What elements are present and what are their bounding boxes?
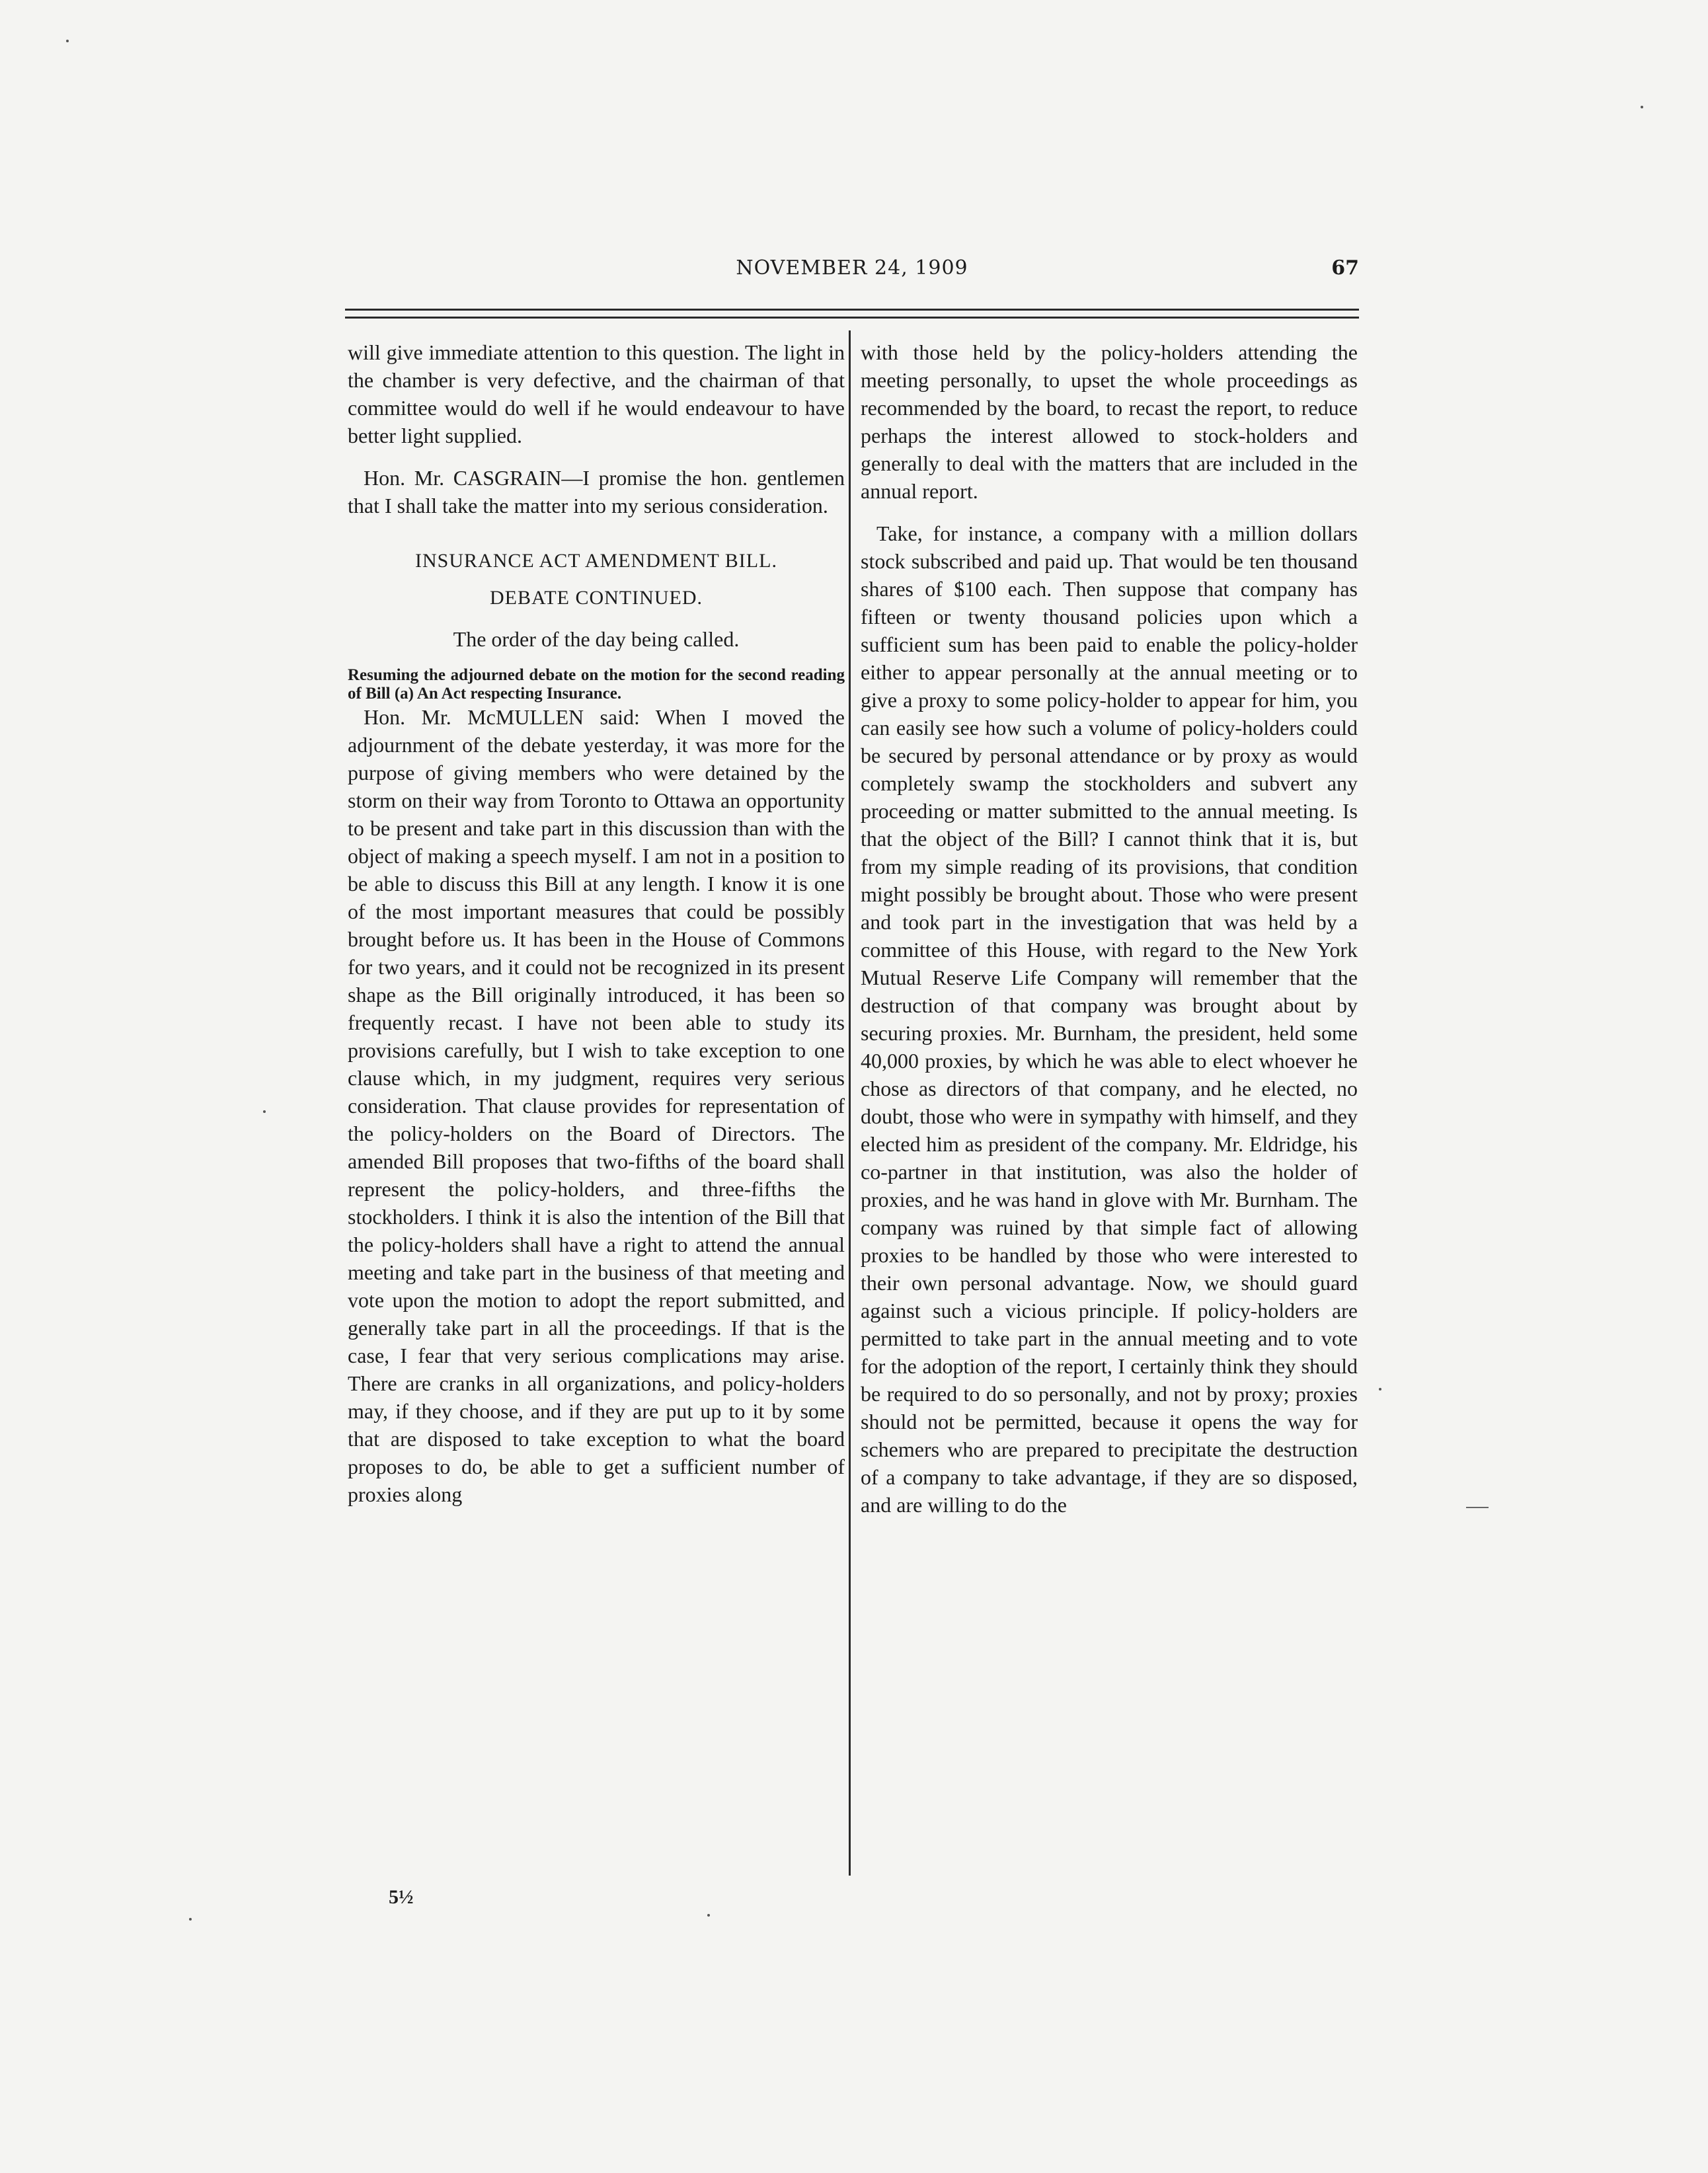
signature-mark: 5½ [389,1886,414,1908]
scan-speck [1641,106,1643,108]
page-number: 67 [1331,256,1359,280]
page-header [345,251,1359,297]
header-rule-bottom [345,317,1359,319]
motion-text: Resuming the adjourned debate on the motion for the second reading of Bill (a) An Act respecting Insurance. [348,666,845,703]
header-date: NOVEMBER 24, 1909 [736,256,968,280]
right-paragraph-1: with those held by the policy-holders attending the meeting personally, to upset the whole proceedings as recommended by the board, to recast the report, to reduce perhaps the interest allowed to stock-holders and generally to deal with the matters that are included in the annual report. [861,340,1358,503]
scan-speck [189,1918,192,1921]
scan-speck [66,40,69,42]
order-of-day: The order of the day being called. [453,627,740,651]
scan-scratch [1466,1507,1489,1508]
left-paragraph-1: will give immediate attention to this question. The light in the chamber is very defective, and the chairman of that committee would do well if he would endeavour to have better light supplied. [348,340,845,447]
scan-speck [707,1914,710,1917]
scan-speck [1379,1388,1381,1391]
mcmullen-speech: Hon. Mr. McMULLEN said: When I moved the adjournment of the debate yesterday, it was more for the purpose of giving members who were detained by the storm on their way from Toronto to Ottawa an opportunity to be present and take part in this discussion than with the object of making a speech myself. I am not in a position to be able to discuss this Bill at any length. I know it is one of the most important measures that could be possibly brought before us. It has been in the House of Commons for two years, and it could not be recognized in its present shape as the Bill originally introduced, it has been so frequently recast. I have not been able to study its provisions carefully, but I wish to take exception to one clause which, in my judgment, requires very serious consideration. That clause provides for representation of the policy-holders on the Board of Directors. The amended Bill proposes that two-fifths of the board shall represent the policy-holders, and three-fifths the stockholders. I think it is also the intention of the Bill that the policy-holders shall have a right to attend the annual meeting and take part in the business of that meeting and vote upon the motion to adopt the report submitted, and generally take part in all the proceedings. If that is the case, I fear that very serious complications may arise. There are cranks in all organizations, and policy-holders may, if they choose, and if they are put up to it by some that are disposed to take exception to what the board proposes to do, be able to get a sufficient number of proxies along [348,705,845,1506]
left-column [348,338,845,1508]
casgrain-remark: Hon. Mr. CASGRAIN—I promise the hon. gentlemen that I shall take the matter into my serious consideration. [348,466,845,517]
right-paragraph-2: Take, for instance, a company with a million dollars stock subscribed and paid up. That would be ten thousand shares of $100 each. Then suppose that company has fifteen or twenty thousand policies upon which a sufficient sum has been paid to enable the policy-holder either to appear personally at the annual meeting or to give a proxy to some policy-holder to appear for him, you can easily see how such a volume of policy-holders could be secured by personal attendance or by proxy as would completely swamp the stockholders and subvert any proceeding or matter submitted to the annual meeting. Is that the object of the Bill? I cannot think that it is, but from my simple reading of its provisions, that condition might possibly be brought about. Those who were present and took part in the investigation that was held by a committee of this House, with regard to the New York Mutual Reserve Life Company will remember that the destruction of that company was brought about by securing proxies. Mr. Burnham, the president, held some 40,000 proxies, by which he was able to elect whoever he chose as directors of that company, and he elected, no doubt, those who were in sympathy with himself, and they elected him as president of the company. Mr. Eldridge, his co-partner in that institution, was also the holder of proxies, and he was hand in glove with Mr. Burnham. The company was ruined by that simple fact of allowing proxies to be handled by those who were interested to their own personal advantage. Now, we should guard against such a vicious principle. If policy-holders are permitted to take part in the annual meeting and to vote for the adoption of the report, I certainly think they should be required to do so personally, and not by proxy; proxies should not be permitted, because it opens the way for schemers who are prepared to precipitate the destruction of a company to take advantage, if they are so disposed, and are willing to do the [861,521,1358,1517]
right-column [861,338,1358,1519]
header-rule-top [345,309,1359,311]
section-subheading: DEBATE CONTINUED. [490,587,703,609]
section-heading: INSURANCE ACT AMENDMENT BILL. [415,550,777,572]
column-divider [849,330,851,1876]
scan-speck [263,1110,266,1113]
